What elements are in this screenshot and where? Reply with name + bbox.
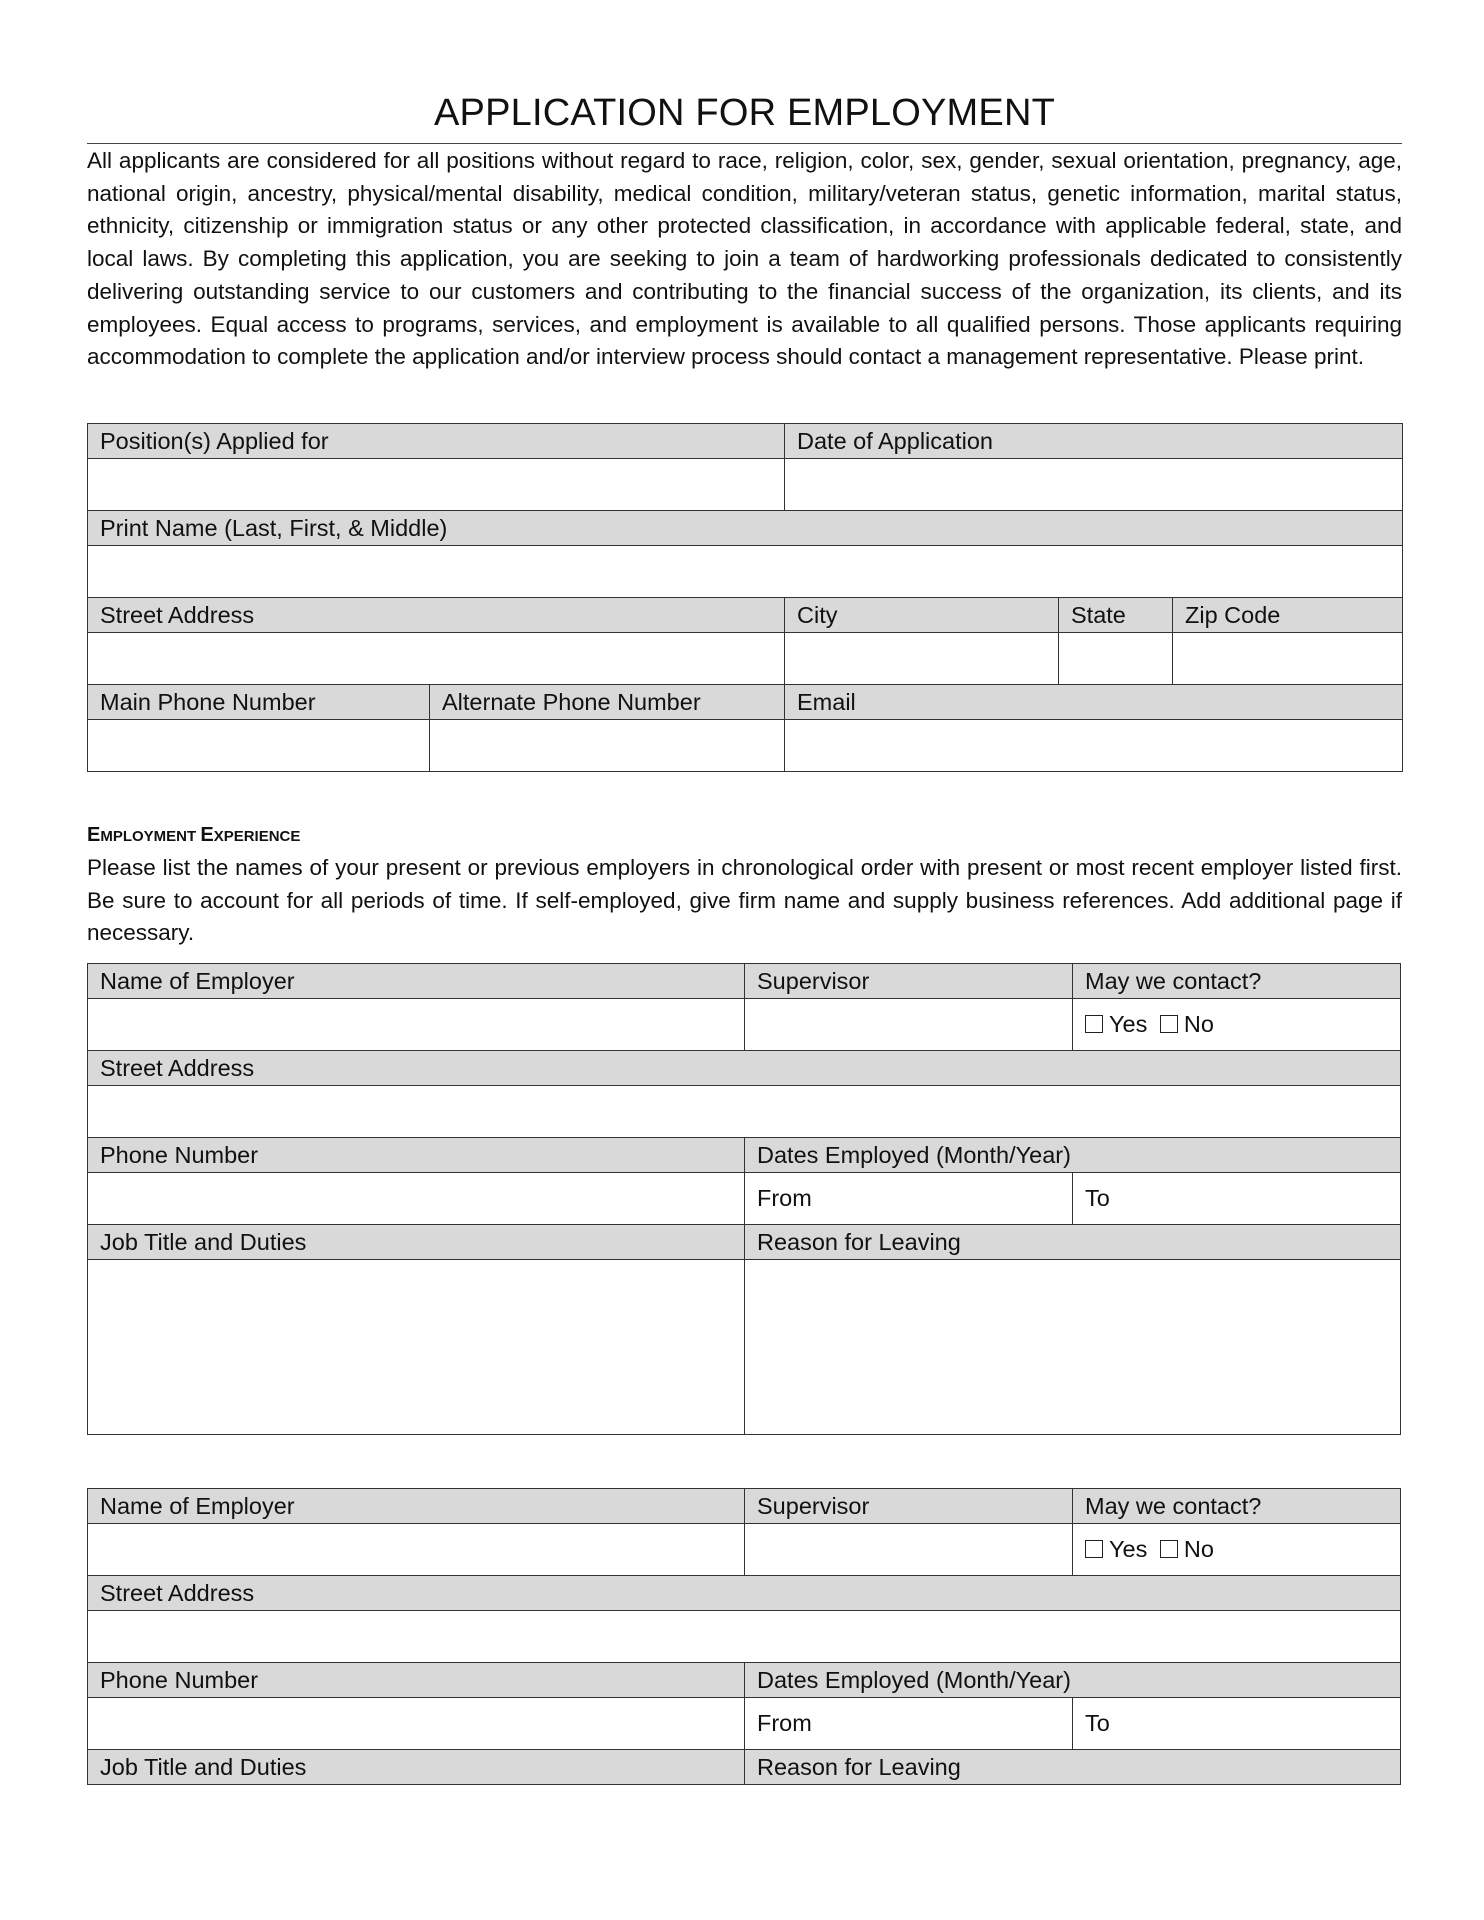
city-label: City <box>785 598 1059 633</box>
employer-phone-input[interactable] <box>88 1173 745 1225</box>
employer-phone-label: Phone Number <box>88 1138 745 1173</box>
position-label: Position(s) Applied for <box>88 424 785 459</box>
print-name-input[interactable] <box>88 546 1403 598</box>
yes-checkbox-label: Yes <box>1109 1011 1148 1037</box>
no-checkbox-label: No <box>1183 1536 1214 1562</box>
applicant-info-table <box>87 423 1403 772</box>
supervisor-input[interactable] <box>745 999 1073 1051</box>
main-phone-input[interactable] <box>88 720 430 772</box>
no-checkbox-label: No <box>1183 1011 1214 1037</box>
date-of-application-input[interactable] <box>785 459 1403 511</box>
yes-checkbox-label: Yes <box>1109 1536 1148 1562</box>
zip-code-label: Zip Code <box>1173 598 1403 633</box>
job-title-input[interactable] <box>88 1260 745 1435</box>
intro-paragraph: All applicants are considered for all positions without regard to race, religion, color, sex, gender, sexual orientation, pregnancy, age, national origin, ancestry, physical/mental disability, medical condition, military/veteran status, genetic information, marital status, ethnicity, citizenship or immigration status or any other protected classification, in accordance with applicable federal, state, and local laws. By completing this application, you are seeking to join a team of hardworking professionals dedicated to consistently delivering outstanding service to our customers and contributing to the financial success of the organization, its clients, and its employees. Equal access to programs, services, and employment is available to all qualified persons. Those applicants requiring accommodation to complete the application and/or interview process should contact a management representative. Please print. <box>87 148 1402 370</box>
zip-code-input[interactable] <box>1173 633 1403 685</box>
employer-phone-label: Phone Number <box>88 1663 745 1698</box>
email-input[interactable] <box>785 720 1403 772</box>
alternate-phone-label: Alternate Phone Number <box>430 685 785 720</box>
email-label: Email <box>785 685 1403 720</box>
job-title-label: Job Title and Duties <box>88 1225 745 1260</box>
state-label: State <box>1059 598 1173 633</box>
employer-name-input[interactable] <box>88 1524 745 1576</box>
employer-name-input[interactable] <box>88 999 745 1051</box>
may-we-contact-label: May we contact? <box>1073 964 1401 999</box>
date-of-application-label: Date of Application <box>785 424 1403 459</box>
supervisor-label: Supervisor <box>745 1489 1073 1524</box>
no-checkbox[interactable] <box>1160 1015 1178 1033</box>
title-divider <box>87 143 1402 144</box>
may-we-contact-options <box>1073 999 1401 1051</box>
state-input[interactable] <box>1059 633 1173 685</box>
dates-employed-label: Dates Employed (Month/Year) <box>745 1663 1401 1698</box>
position-input[interactable] <box>88 459 785 511</box>
employment-experience-description: Please list the names of your present or previous employers in chronological order with present or most recent employer listed first. Be sure to account for all periods of time. If self-employed, give firm name and supply business references. Add additional page if necessary. <box>87 855 1402 946</box>
employer-street-input[interactable] <box>88 1611 1401 1663</box>
dates-from-input[interactable]: From <box>745 1173 1073 1225</box>
dates-from-input[interactable]: From <box>745 1698 1073 1750</box>
print-name-label: Print Name (Last, First, & Middle) <box>88 511 1403 546</box>
city-input[interactable] <box>785 633 1059 685</box>
supervisor-label: Supervisor <box>745 964 1073 999</box>
may-we-contact-label: May we contact? <box>1073 1489 1401 1524</box>
street-address-label: Street Address <box>88 598 785 633</box>
yes-checkbox[interactable] <box>1085 1540 1103 1558</box>
yes-checkbox[interactable] <box>1085 1015 1103 1033</box>
employer-phone-input[interactable] <box>88 1698 745 1750</box>
reason-for-leaving-label: Reason for Leaving <box>745 1750 1401 1785</box>
alternate-phone-input[interactable] <box>430 720 785 772</box>
employer-name-label: Name of Employer <box>88 1489 745 1524</box>
dates-to-input[interactable]: To <box>1073 1698 1401 1750</box>
page-title: APPLICATION FOR EMPLOYMENT <box>433 92 1056 134</box>
dates-to-input[interactable]: To <box>1073 1173 1401 1225</box>
employer-street-input[interactable] <box>88 1086 1401 1138</box>
supervisor-input[interactable] <box>745 1524 1073 1576</box>
dates-employed-label: Dates Employed (Month/Year) <box>745 1138 1401 1173</box>
no-checkbox[interactable] <box>1160 1540 1178 1558</box>
employer-street-label: Street Address <box>88 1051 1401 1086</box>
job-title-label: Job Title and Duties <box>88 1750 745 1785</box>
employer-1-table <box>87 963 1401 1435</box>
employer-2-table <box>87 1488 1401 1785</box>
reason-for-leaving-label: Reason for Leaving <box>745 1225 1401 1260</box>
reason-for-leaving-input[interactable] <box>745 1260 1401 1435</box>
main-phone-label: Main Phone Number <box>88 685 430 720</box>
employment-experience-heading: EMPLOYMENT EXPERIENCE <box>87 824 301 846</box>
street-address-input[interactable] <box>88 633 785 685</box>
may-we-contact-options <box>1073 1524 1401 1576</box>
employer-name-label: Name of Employer <box>88 964 745 999</box>
employer-street-label: Street Address <box>88 1576 1401 1611</box>
